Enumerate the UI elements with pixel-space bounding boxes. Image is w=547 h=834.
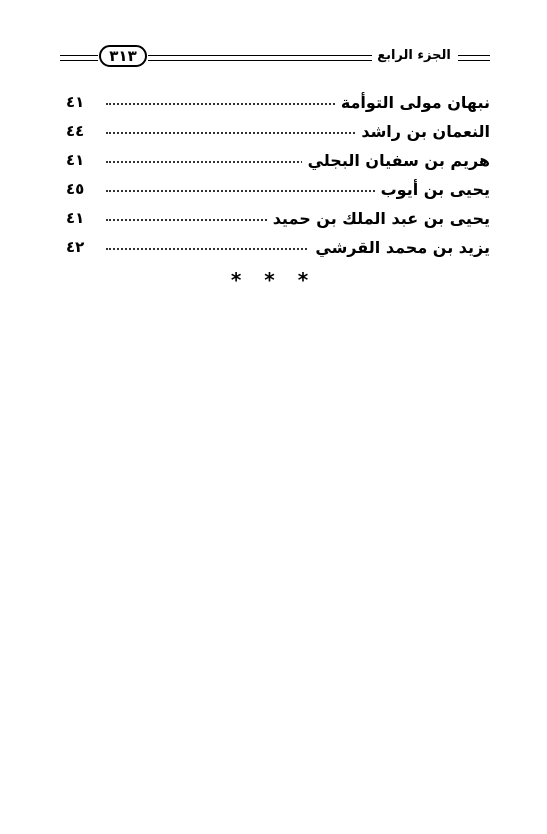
- entry-name: هريم بن سفيان البجلي: [302, 146, 490, 175]
- entry-page-number: ٤٢: [66, 238, 85, 256]
- entry-name: يحيى بن عبد الملك بن حميد: [267, 204, 490, 233]
- entry-page-number: ٤١: [66, 151, 85, 169]
- entry-page-number: ٤٥: [66, 180, 85, 198]
- entry-name: يزيد بن محمد القرشي: [309, 233, 490, 262]
- index-entry: [66, 233, 490, 262]
- index-entry: [66, 88, 490, 117]
- page-number: ٣١٣: [109, 47, 137, 65]
- entry-page-number: ٤١: [66, 209, 85, 227]
- entry-name: النعمان بن راشد: [355, 117, 490, 146]
- index-list: [66, 88, 490, 262]
- running-head: الجزء الرابع: [372, 44, 456, 68]
- index-entry: [66, 146, 490, 175]
- index-entry: [66, 204, 490, 233]
- header-rule-left: [60, 55, 98, 61]
- header-rule-right: [458, 55, 490, 61]
- index-entry: [66, 117, 490, 146]
- entry-name: يحيى بن أيوب: [375, 175, 490, 204]
- entry-page-number: ٤١: [66, 93, 85, 111]
- page-number-badge: [99, 45, 147, 67]
- entry-page-number: ٤٤: [66, 122, 85, 140]
- index-entry: [66, 175, 490, 204]
- section-end-asterisks: * * *: [230, 268, 317, 292]
- page-header: [60, 44, 490, 70]
- entry-name: نبهان مولى التوأمة: [335, 88, 490, 117]
